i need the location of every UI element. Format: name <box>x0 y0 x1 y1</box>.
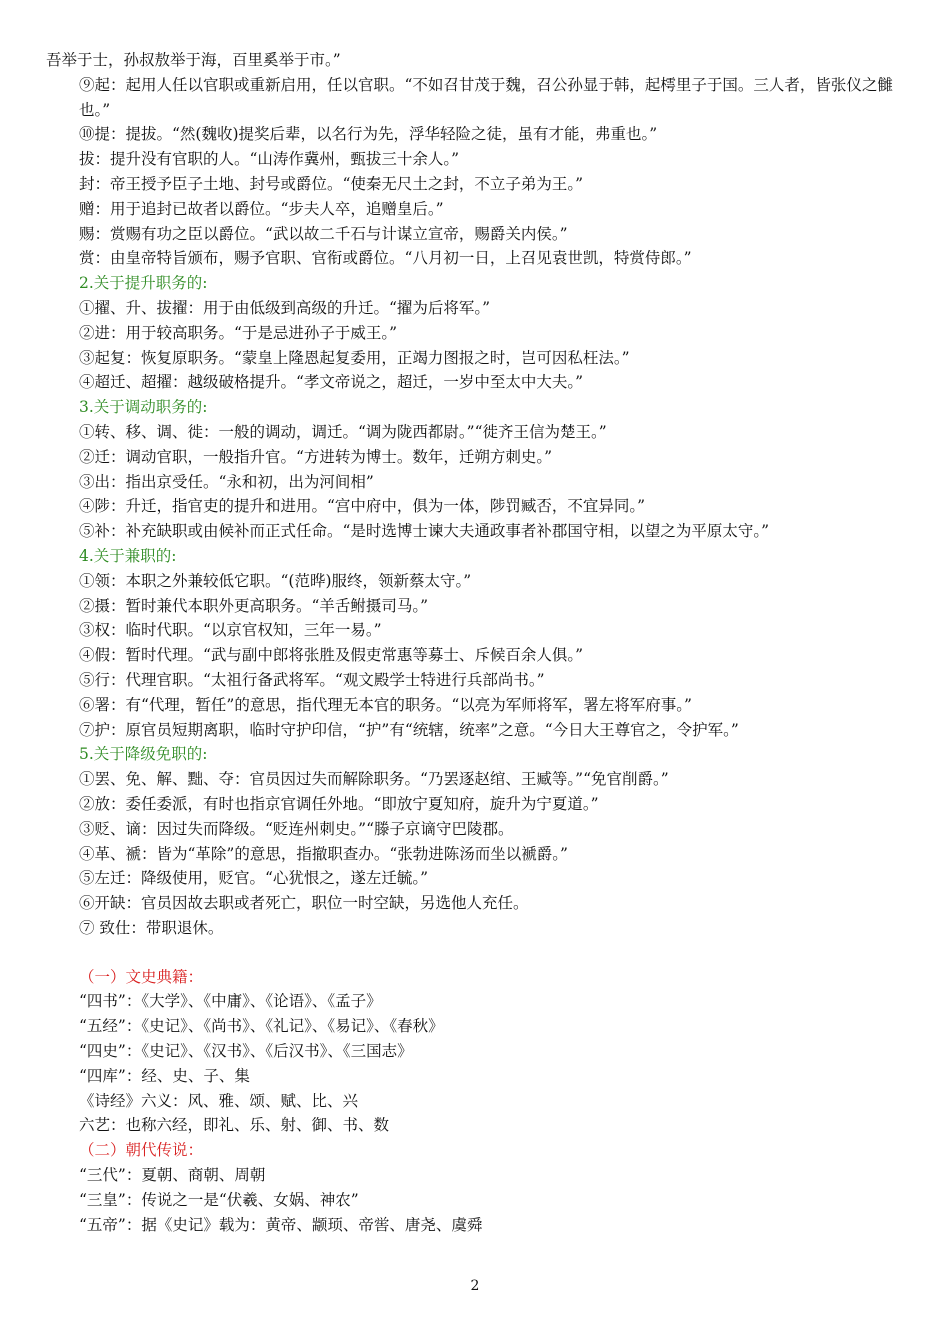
text-line: “四史”：《史记》、《汉书》、《后汉书》、《三国志》 <box>79 1042 413 1061</box>
text-line: ⑤左迁：降级使用，贬官。“心犹恨之，遂左迁毓。” <box>79 869 429 888</box>
text-line: ④假：暂时代理。“武与副中郎将张胜及假吏常惠等募士、斥候百余人俱。” <box>79 646 584 665</box>
text-line: “三代”：夏朝、商朝、周朝 <box>79 1166 266 1185</box>
text-line: ②进：用于较高职务。“于是忌进孙子于威王。” <box>79 323 398 342</box>
spacer <box>46 941 908 965</box>
text-line: “三皇”：传说之一是“伏羲、女娲、神农” <box>79 1190 359 1209</box>
section-heading: （二）朝代传说： <box>79 1141 204 1160</box>
text-line: ①转、移、调、徙：一般的调动，调迁。“调为陇西都尉。”“徙齐王信为楚王。” <box>79 422 607 441</box>
section-heading: 5.关于降级免职的: <box>79 745 208 764</box>
text-line: ④超迁、超擢：越级破格提升。“孝文帝说之，超迁，一岁中至太中大夫。” <box>79 373 584 392</box>
text-line: 赠：用于追封已故者以爵位。“步夫人卒，追赠皇后。” <box>79 199 444 218</box>
text-line: ②摄：暂时兼代本职外更高职务。“羊舌鲋摄司马。” <box>79 596 429 615</box>
text-line: 赏：由皇帝特旨颁布，赐予官职、官衔或爵位。“八月初一日，上召见袁世凯，特赏侍郎。” <box>79 249 692 268</box>
text-line: ③权：临时代职。“以京官权知，三年一易。” <box>79 621 382 640</box>
text-line: “五经”：《史记》、《尚书》、《礼记》、《易记》、《春秋》 <box>79 1017 444 1036</box>
text-line: ③起复：恢复原职务。“蒙皇上隆恩起复委用，正竭力图报之时，岂可因私枉法。” <box>79 348 630 367</box>
section-heading: 2.关于提升职务的: <box>79 274 208 293</box>
text-line: 吾举于士，孙叔敖举于海，百里奚举于市。” <box>46 51 341 69</box>
text-line: 赐：赏赐有功之臣以爵位。“武以故二千石与计谋立宣帝，赐爵关内侯。” <box>79 224 568 243</box>
text-line: ⑤补：补充缺职或由候补而正式任命。“是时选博士谏大夫通政事者补郡国守相，以望之为平原太守。” <box>79 522 770 541</box>
text-line: ⑦护：原官员短期离职，临时守护印信，“护”有“统辖，统率”之意。“今日大王尊官之，令护军。” <box>79 720 739 739</box>
text-line: “四书”：《大学》、《中庸》、《论语》、《孟子》 <box>79 992 382 1011</box>
text-line: ⑨起：起用人任以官职或重新启用，任以官职。“不如召甘茂于魏，召公孙显于韩，起樗里子于国。三人者，皆张仪之雠也。” <box>79 75 893 119</box>
text-line: ⑥开缺：官员因故去职或者死亡，职位一时空缺，另选他人充任。 <box>79 894 529 913</box>
text-line: ④革、褫：皆为“革除”的意思，指撤职查办。“张勃进陈汤而坐以褫爵。” <box>79 844 568 863</box>
text-line: ①擢、升、拔擢：用于由低级到高级的升迁。“擢为后将军。” <box>79 298 491 317</box>
section-heading: 3.关于调动职务的: <box>79 398 208 417</box>
page-number: 2 <box>470 1278 480 1294</box>
text-line: “五帝”：据《史记》载为：黄帝、颛顼、帝喾、唐尧、虞舜 <box>79 1215 483 1234</box>
text-line: ⑦ 致仕：带职退休。 <box>79 918 224 937</box>
text-line: 拔：提升没有官职的人。“山涛作冀州，甄拔三十余人。” <box>79 150 460 169</box>
text-line: ⑥署：有“代理，暂任”的意思，指代理无本官的职务。“以亮为军师将军，署左将军府事。” <box>79 695 692 714</box>
text-line: 封：帝王授予臣子土地、封号或爵位。“使秦无尺土之封，不立子弟为王。” <box>79 174 584 193</box>
section-heading: 4.关于兼职的: <box>79 546 177 565</box>
text-line: “四库”：经、史、子、集 <box>79 1066 250 1085</box>
text-line: ①罢、免、解、黜、夺：官员因过失而解除职务。“乃罢逐赵绾、王臧等。”“免官削爵。” <box>79 770 669 789</box>
text-line: ③出：指出京受任。“永和初，出为河间相” <box>79 472 374 491</box>
text-line: 《诗经》六义：风、雅、颂、赋、比、兴 <box>79 1091 359 1110</box>
text-line: ②迁：调动官职，一般指升官。“方进转为博士。数年，迁朔方刺史。” <box>79 447 553 466</box>
text-line: ③贬、谪：因过失而降级。“贬连州刺史。”“滕子京谪守巴陵郡。 <box>79 819 514 838</box>
section-heading: （一）文史典籍： <box>79 967 204 986</box>
document-body <box>46 48 908 1237</box>
text-line: ②放：委任委派，有时也指京官调任外地。“即放宁夏知府，旋升为宁夏道。” <box>79 794 599 813</box>
text-line: 六艺：也称六经，即礼、乐、射、御、书、数 <box>79 1116 390 1135</box>
text-line: ⑩提：提拔。“然(魏收)提奖后辈，以名行为先，浮华轻险之徒，虽有才能，弗重也。” <box>79 125 658 144</box>
text-line: ④陟：升迁，指官吏的提升和进用。“宫中府中，俱为一体，陟罚臧否，不宜异同。” <box>79 497 646 516</box>
text-line: ①领：本职之外兼较低它职。“(范晔)服终，领新蔡太守。” <box>79 571 472 590</box>
text-line: ⑤行：代理官职。“太祖行备武将军。“观文殿学士特进行兵部尚书。” <box>79 670 545 689</box>
